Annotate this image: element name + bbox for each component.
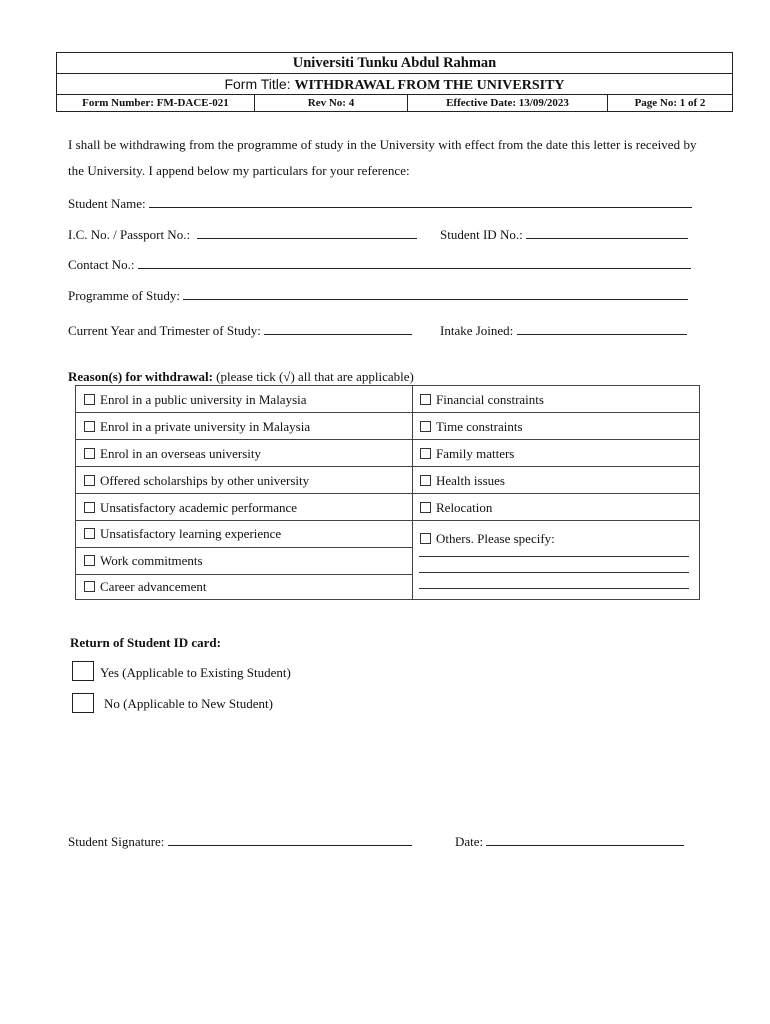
reason-time[interactable]: Time constraints <box>420 419 523 435</box>
return-no-checkbox[interactable] <box>72 693 94 713</box>
student-id-field[interactable] <box>526 228 688 239</box>
page-no: Page No: 1 of 2 <box>634 97 706 109</box>
current-year-row <box>68 323 412 339</box>
student-name-label: Student Name: <box>68 196 146 211</box>
grid-line <box>76 412 700 413</box>
effective-date: Effective Date: 13/09/2023 <box>408 95 608 111</box>
contact-row <box>68 257 691 273</box>
intro-paragraph: I shall be withdrawing from the programme of study in the University with effect from the date this letter is received by the University. I append below my particulars for your reference: <box>68 137 697 178</box>
return-no-label: No (Applicable to New Student) <box>104 696 273 711</box>
checkbox-icon[interactable] <box>420 421 431 432</box>
checkbox-icon[interactable] <box>84 475 95 486</box>
form-meta-row <box>57 95 732 111</box>
university-name: Universiti Tunku Abdul Rahman <box>57 53 732 74</box>
reason-scholarships[interactable]: Offered scholarships by other university <box>84 473 309 489</box>
current-year-field[interactable] <box>264 324 412 335</box>
reasons-grid <box>75 385 700 600</box>
reasons-title-bold: Reason(s) for withdrawal: <box>68 369 213 384</box>
reason-work-commitments[interactable]: Work commitments <box>84 553 203 569</box>
reason-career-advancement[interactable]: Career advancement <box>84 579 206 595</box>
grid-line <box>76 547 412 548</box>
ic-passport-row <box>68 227 417 243</box>
programme-label: Programme of Study: <box>68 288 180 303</box>
form-title <box>57 74 732 95</box>
form-title-value: WITHDRAWAL FROM THE UNIVERSITY <box>294 78 565 93</box>
checkbox-icon[interactable] <box>84 448 95 459</box>
reason-public-university[interactable]: Enrol in a public university in Malaysia <box>84 392 307 408</box>
signature-field[interactable] <box>168 835 412 846</box>
grid-line <box>76 439 700 440</box>
reasons-title-note: (please tick (√) all that are applicable) <box>212 369 414 384</box>
checkbox-icon[interactable] <box>420 448 431 459</box>
return-yes-checkbox[interactable] <box>72 661 94 681</box>
reason-overseas-university[interactable]: Enrol in an overseas university <box>84 446 261 462</box>
form-number: Form Number: FM-DACE-021 <box>57 95 255 111</box>
checkbox-icon[interactable] <box>84 502 95 513</box>
checkbox-icon[interactable] <box>84 528 95 539</box>
grid-line <box>76 574 412 575</box>
reason-private-university[interactable]: Enrol in a private university in Malaysia <box>84 419 310 435</box>
reason-health[interactable]: Health issues <box>420 473 505 489</box>
return-yes-label: Yes (Applicable to Existing Student) <box>100 665 291 680</box>
form-title-label: Form Title: <box>224 76 295 92</box>
reason-academic-performance[interactable]: Unsatisfactory academic performance <box>84 500 297 516</box>
student-name-field[interactable] <box>149 197 692 208</box>
intake-label: Intake Joined: <box>440 323 514 338</box>
reason-financial[interactable]: Financial constraints <box>420 392 544 408</box>
grid-line <box>76 520 700 521</box>
checkbox-icon[interactable] <box>420 475 431 486</box>
date-row <box>455 834 684 850</box>
others-specify-line[interactable] <box>419 572 689 573</box>
checkbox-icon[interactable] <box>84 394 95 405</box>
student-id-label: Student ID No.: <box>440 227 523 242</box>
checkbox-icon[interactable] <box>420 502 431 513</box>
current-year-label: Current Year and Trimester of Study: <box>68 323 261 338</box>
date-field[interactable] <box>486 835 684 846</box>
checkbox-icon[interactable] <box>420 533 431 544</box>
grid-line <box>76 493 700 494</box>
intake-field[interactable] <box>517 324 687 335</box>
form-header <box>56 52 733 112</box>
return-id-title: Return of Student ID card: <box>70 635 221 650</box>
signature-row <box>68 834 412 850</box>
signature-label: Student Signature: <box>68 834 165 849</box>
ic-passport-label: I.C. No. / Passport No.: <box>68 227 191 242</box>
programme-row <box>68 288 688 304</box>
checkbox-icon[interactable] <box>420 394 431 405</box>
programme-field[interactable] <box>183 289 688 300</box>
reason-learning-experience[interactable]: Unsatisfactory learning experience <box>84 526 281 542</box>
others-specify-line[interactable] <box>419 556 689 557</box>
rev-no: Rev No: 4 <box>255 95 408 111</box>
contact-label: Contact No.: <box>68 257 135 272</box>
others-specify-line[interactable] <box>419 588 689 589</box>
reason-family[interactable]: Family matters <box>420 446 514 462</box>
checkbox-icon[interactable] <box>84 581 95 592</box>
checkbox-icon[interactable] <box>84 421 95 432</box>
contact-field[interactable] <box>138 258 691 269</box>
ic-passport-field[interactable] <box>197 228 417 239</box>
student-id-row <box>440 227 688 243</box>
reason-others[interactable]: Others. Please specify: <box>420 531 555 547</box>
checkbox-icon[interactable] <box>84 555 95 566</box>
student-name-row <box>68 196 692 212</box>
reason-relocation[interactable]: Relocation <box>420 500 492 516</box>
intake-row <box>440 323 687 339</box>
grid-line <box>76 466 700 467</box>
reasons-title <box>68 369 414 385</box>
date-label: Date: <box>455 834 484 849</box>
